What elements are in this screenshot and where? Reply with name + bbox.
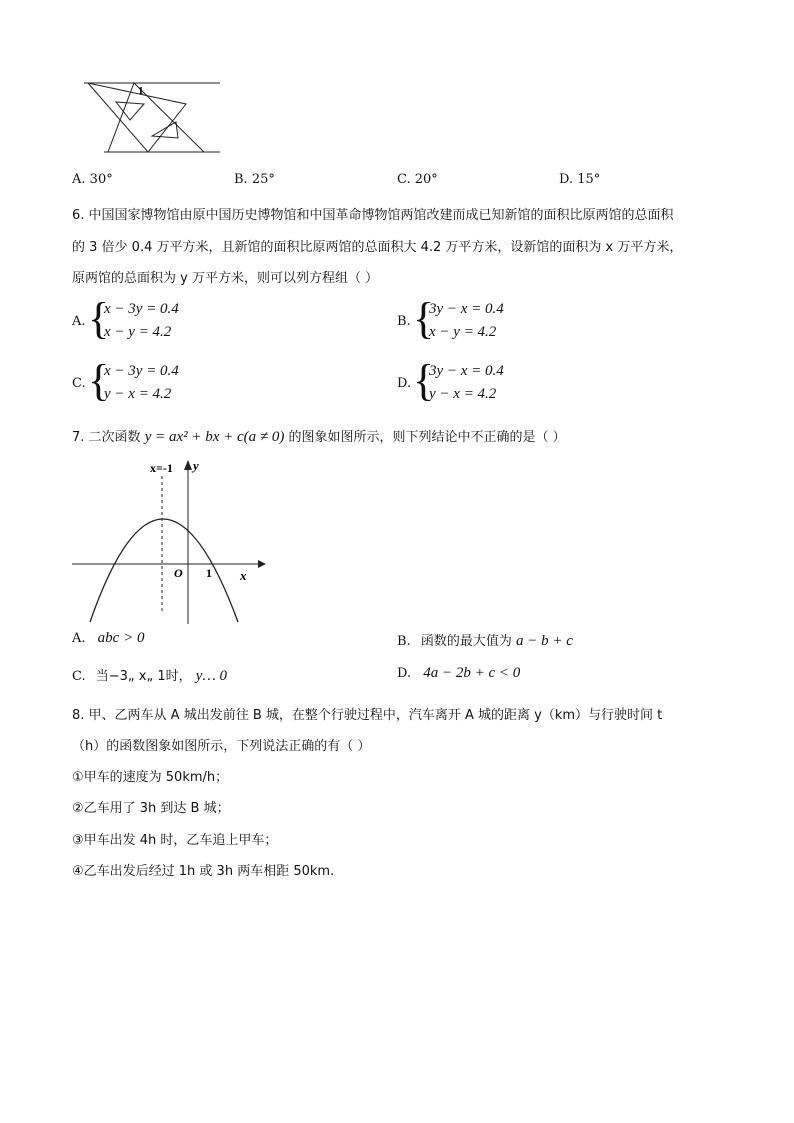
equation-1: x − 3y = 0.4	[104, 363, 179, 379]
q5-option-c	[397, 172, 438, 187]
q7-option-d	[397, 665, 520, 682]
q6-stem-line-1: 6. 中国国家博物馆由原中国历史博物馆和中国革命博物馆两馆改建而成已知新馆的面积比原两馆的总面积	[72, 208, 674, 223]
option-value: 15°	[577, 172, 601, 187]
brace: {	[413, 356, 435, 405]
q5-triangle-ruler-1-inner	[116, 102, 144, 120]
y-axis-arrow	[184, 460, 192, 470]
option-letter: A.	[72, 314, 86, 329]
y-axis-label: y	[193, 458, 199, 473]
option-letter: C.	[72, 669, 86, 684]
q5-figure	[78, 74, 228, 158]
x-axis-label: x	[240, 568, 247, 583]
brace: {	[88, 356, 110, 405]
option-letter: D.	[559, 172, 574, 187]
equation-1: 3y − x = 0.4	[429, 301, 504, 317]
option-math: 4a − 2b + c < 0	[423, 665, 521, 681]
brace: {	[413, 294, 435, 343]
equation-2: y − x = 4.2	[429, 386, 497, 402]
q7-option-b	[397, 630, 573, 650]
origin-label: O	[174, 566, 183, 580]
option-letter: C.	[397, 172, 411, 187]
q8-statement-3: ③甲车出发 4h 时，乙车追上甲车；	[72, 833, 278, 848]
q5-option-b	[234, 172, 275, 187]
option-math: a − b + c	[515, 633, 573, 649]
q5-option-a	[72, 172, 113, 187]
option-letter: B.	[397, 634, 411, 649]
brace: {	[88, 294, 110, 343]
option-math: abc > 0	[97, 630, 145, 646]
x-axis-arrow	[258, 560, 266, 568]
option-letter: A.	[72, 172, 86, 187]
option-value: 20°	[414, 172, 438, 187]
q8-stem-line-1: 8. 甲、乙两车从 A 城出发前往 B 城，在整个行驶过程中，汽车离开 A 城的距离 y（km）与行驶时间 t	[72, 708, 663, 723]
equation-2: y − x = 4.2	[104, 386, 172, 402]
option-letter: C.	[72, 376, 86, 391]
option-value: 30°	[89, 172, 113, 187]
q7-option-a	[72, 630, 144, 647]
option-letter: B.	[234, 172, 248, 187]
equation-1: 3y − x = 0.4	[429, 363, 504, 379]
q7-prefix: 7. 二次函数	[72, 430, 141, 445]
q7-stem	[72, 426, 566, 446]
q7-option-c	[72, 665, 227, 685]
option-letter: B.	[397, 314, 411, 329]
option-letter: D.	[397, 376, 412, 391]
q6-stem-line-2: 的 3 倍少 0.4 万平方米，且新馆的面积比原两馆的总面积大 4.2 万平方米，设新馆的面积为 x 万平方米，	[72, 240, 683, 255]
equation-2: x − y = 4.2	[104, 324, 172, 340]
q7-suffix: 的图象如图所示，则下列结论中不正确的是（ ）	[288, 430, 566, 445]
option-letter: D.	[397, 666, 412, 681]
q8-stem-line-2: （h）的函数图象如图所示，下列说法正确的有（ ）	[72, 739, 371, 754]
option-text: 当−3„ x„ 1时，	[95, 669, 192, 684]
option-text: 函数的最大值为	[420, 634, 512, 649]
q8-statement-4: ④乙车出发后经过 1h 或 3h 两车相距 50km.	[72, 864, 335, 879]
symmetry-axis-label: x=-1	[150, 461, 173, 475]
option-letter: A.	[72, 631, 86, 646]
q8-statement-2: ②乙车用了 3h 到达 B 城；	[72, 801, 230, 816]
equation-1: x − 3y = 0.4	[104, 301, 179, 317]
x-tick-1-label: 1	[206, 566, 212, 580]
q6-stem-line-3: 原两馆的总面积为 y 万平方米，则可以列方程组（ ）	[72, 271, 379, 286]
q7-parabola-graph	[70, 456, 270, 626]
q7-formula: y = ax² + bx + c(a ≠ 0)	[144, 429, 285, 445]
q5-angle-label: 1	[138, 85, 144, 97]
q5-triangle-ruler-1	[88, 83, 186, 152]
parabola-curve	[90, 519, 238, 622]
option-value: 25°	[251, 172, 275, 187]
equation-2: x − y = 4.2	[429, 324, 497, 340]
q5-option-d	[559, 172, 600, 187]
option-math: y… 0	[195, 668, 228, 684]
q8-statement-1: ①甲车的速度为 50km/h；	[72, 770, 229, 785]
